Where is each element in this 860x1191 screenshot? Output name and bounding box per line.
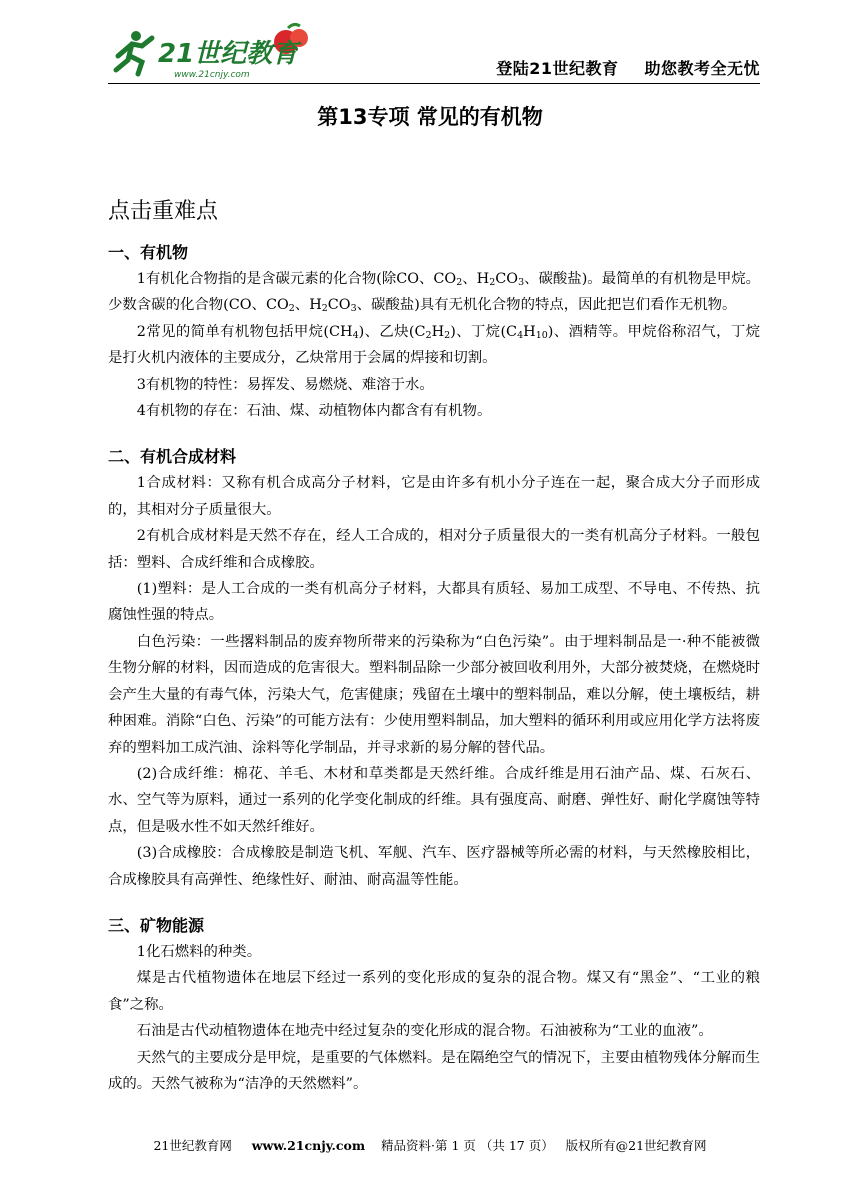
paragraph: 2有机合成材料是天然不存在，经人工合成的，相对分子质量很大的一类有机高分子材料。一般包括：塑料、合成纤维和合成橡胶。 — [108, 528, 760, 571]
paragraph: (1)塑料：是人工合成的一类有机高分子材料，大都具有质轻、易加工成型、不导电、不传热、抗腐蚀性强的特点。 — [108, 581, 760, 624]
paragraph: (3)合成橡胶：合成橡胶是制造飞机、军舰、汽车、医疗器械等所必需的材料，与天然橡胶相比，合成橡胶具有高弹性、绝缘性好、耐油、耐高温等性能。 — [108, 845, 760, 888]
paragraph: 1化石燃料的种类。 — [136, 943, 262, 960]
paragraph: 2常见的简单有机物包括甲烷$(CH_4)$、乙炔$(C_2H_2)$、丁烷$(C_4H_{10})$、酒精等。甲烷俗称沼气，丁烷是打火机内液体的主要成分，乙炔常用于会属的焊接和切割。 — [108, 323, 760, 367]
paragraph: 天然气的主要成分是甲烷，是重要的气体燃料。是在隔绝空气的情况下，主要由植物残体分解而生成的。天然气被称为“洁净的天然燃料”。 — [108, 1049, 760, 1092]
paragraph: 4有机物的存在：石油、煤、动植物体内都含有有机物。 — [136, 403, 492, 420]
page-title: 第13专项 常见的有机物 — [317, 105, 543, 129]
paragraph: 1有机化合物指的是含碳元素的化合物(除CO、$CO_2$、$H_2CO_3$、碳酸盐)。最简单的有机物是甲烷。少数含碳的化合物(CO、$CO_2$、$H_2CO_3$、碳酸盐)具有无机化合物的特点，因此把岂们看作无机物。 — [108, 271, 760, 315]
footer-site: 21世纪教育网 — [153, 1138, 232, 1153]
header-divider — [108, 83, 760, 84]
svg-text:www.21cnjy.com: www.21cnjy.com — [174, 70, 250, 80]
section-3-heading: 三、矿物能源 — [108, 915, 205, 935]
paragraph: 3有机物的特性：易挥发、易燃烧、难溶于水。 — [136, 376, 434, 393]
paragraph: 煤是古代植物遗体在地层下经过一系列的变化形成的复杂的混合物。煤又有“黑金”、“工业的粮食”之称。 — [108, 970, 760, 1013]
footer-url[interactable]: www.21cnjy.com — [251, 1138, 366, 1153]
section-1-heading: 一、有机物 — [108, 243, 189, 262]
footer-copyright: 版权所有@21世纪教育网 — [565, 1138, 707, 1153]
section-2-heading: 二、有机合成材料 — [108, 447, 237, 467]
login-link[interactable]: 登陆21世纪教育 — [496, 59, 619, 78]
footer-page: 精品资料·第 1 页 （共 17 页） — [381, 1138, 554, 1153]
paragraph: 白色污染：一些撂料制品的废弃物所带来的污染称为“白色污染”。由于埋料制品是一·种不能被微生物分解的材料，因而造成的危害很大。塑料制品除一少部分被回收利用外，大部分被焚烧，在燃烧时会产生大量的有毒气体，污染大气，危害健康；残留在土壤中的塑料制品，难以分解，使土壤板结，耕种困难。消除“白色、污染”的可能方法有：少使用塑料制品，加大塑料的循环利用或应用化学方法将废弃的塑料加工成汽油、涂料等化学制品，并寻求新的易分解的替代品。 — [108, 633, 760, 756]
paragraph: (2)合成纤维：棉花、羊毛、木材和草类都是天然纤维。合成纤维是用石油产品、煤、石灰石、水、空气等为原料，通过一系列的化学变化制成的纤维。具有强度高、耐磨、弹性好、耐化学腐蚀等特点，但是吸水性不如天然纤维好。 — [108, 765, 760, 835]
svg-text:21世纪教育: 21世纪教育 — [158, 39, 299, 69]
slogan-text: 助您教考全无忧 — [644, 59, 760, 78]
paragraph: 1合成材料：又称有机合成高分子材料，它是由许多有机小分子连在一起，聚合成大分子而形成的，其相对分子质量很大。 — [108, 475, 760, 518]
page-header — [108, 22, 760, 84]
runner-icon — [116, 31, 152, 74]
page-footer — [0, 1136, 860, 1154]
document-body — [108, 196, 760, 1097]
section-heading: 点击重难点 — [108, 199, 219, 224]
site-logo — [108, 22, 318, 82]
paragraph: 石油是古代动植物遗体在地壳中经过复杂的变化形成的混合物。石油被称为“工业的血液”。 — [136, 1023, 713, 1040]
header-slogan — [470, 56, 760, 79]
